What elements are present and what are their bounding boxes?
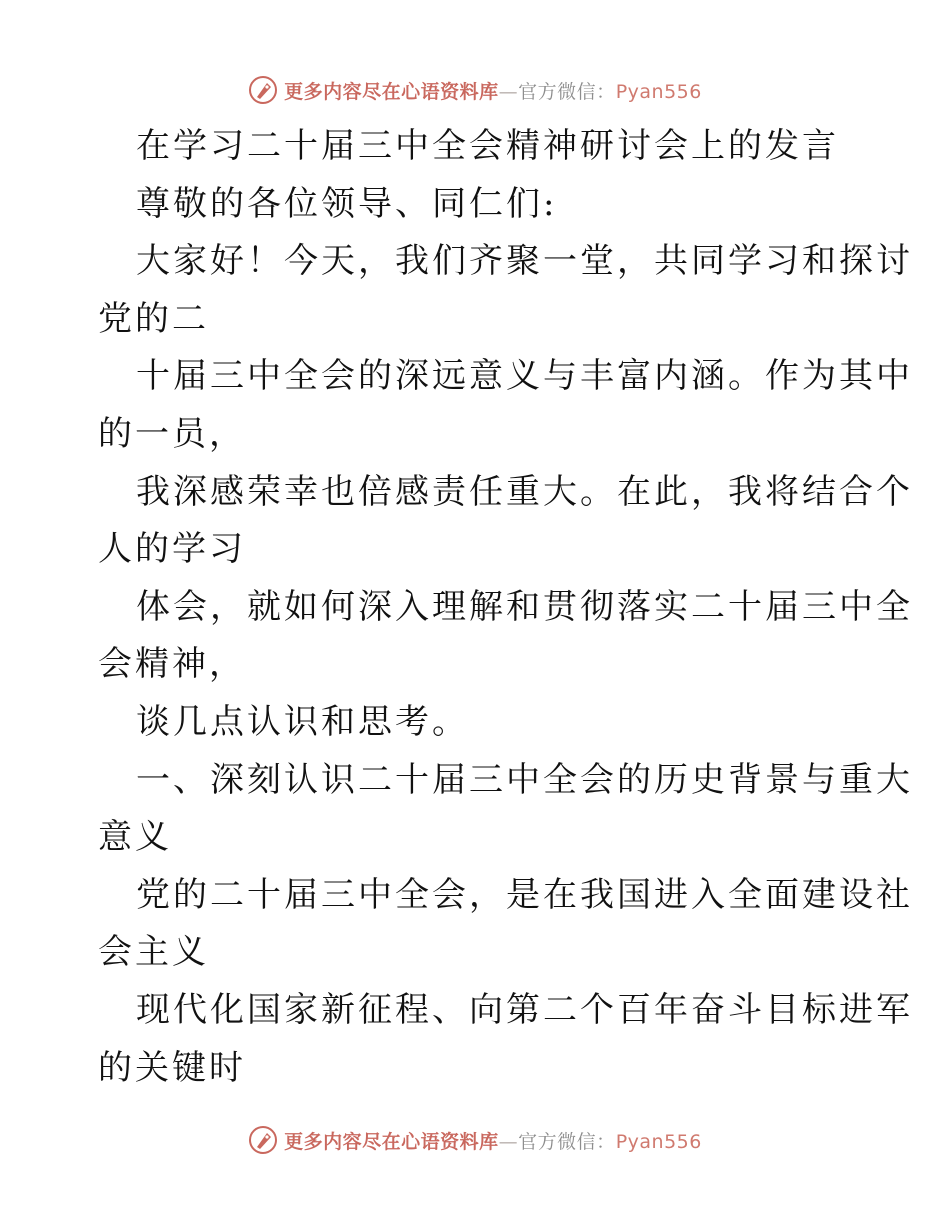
document-line: 党的二十届三中全会，是在我国进入全面建设社 (136, 874, 913, 915)
document-line: 现代化国家新征程、向第二个百年奋斗目标进军 (136, 989, 913, 1030)
pen-nib-logo-icon (248, 75, 278, 105)
document-line: 体会，就如何深入理解和贯彻落实二十届三中全 (136, 586, 913, 627)
document-line: 党的二 (98, 298, 209, 339)
pen-nib-logo-icon (248, 1125, 278, 1155)
document-line: 的一员， (98, 413, 246, 454)
document-line: 大家好！今天，我们齐聚一堂，共同学习和探讨 (136, 241, 913, 282)
watermark-wechat-id: Pyan556 (615, 1130, 702, 1153)
watermark-separator: — (498, 1130, 519, 1153)
document-line: 会主义 (98, 932, 209, 973)
document-line: 在学习二十届三中全会精神研讨会上的发言 (136, 126, 839, 166)
document-line: 尊敬的各位领导、同仁们: (136, 183, 558, 224)
watermark-main: 更多内容尽在心语资料库 (284, 80, 499, 103)
watermark-separator: — (498, 80, 519, 103)
document-line: 人的学习 (98, 529, 246, 570)
watermark-text (284, 1127, 702, 1154)
document-line: 谈几点认识和思考。 (136, 701, 469, 742)
document-line: 一、深刻认识二十届三中全会的历史背景与重大 (136, 759, 913, 800)
document-line: 会精神， (98, 644, 246, 685)
document-line: 的关键时 (98, 1047, 246, 1088)
watermark-main: 更多内容尽在心语资料库 (284, 1130, 499, 1153)
watermark-wechat-label: 官方微信： (518, 80, 616, 103)
watermark-wechat-id: Pyan556 (615, 80, 702, 103)
header-watermark-banner (0, 70, 950, 110)
watermark-text (284, 77, 702, 104)
watermark-wechat-label: 官方微信： (518, 1130, 616, 1153)
document-body (98, 118, 913, 1097)
document-line: 我深感荣幸也倍感责任重大。在此，我将结合个 (136, 471, 913, 512)
document-line: 十届三中全会的深远意义与丰富内涵。作为其中 (136, 356, 913, 397)
footer-watermark-banner (0, 1120, 950, 1160)
document-line: 意义 (98, 817, 172, 858)
